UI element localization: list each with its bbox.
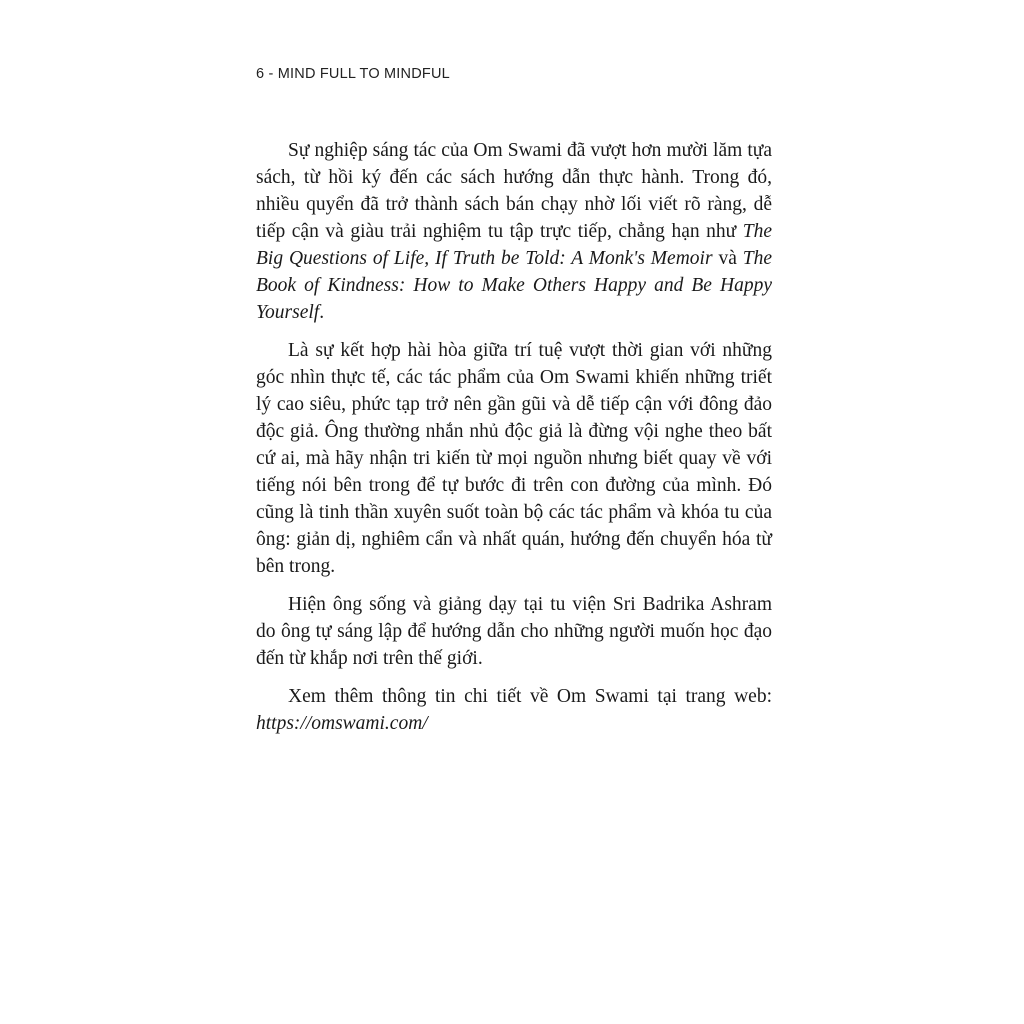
paragraph-1-text-a: Sự nghiệp sáng tác của Om Swami đã vượt hơn mười lăm tựa sách, từ hồi ký đến các sách hướng dẫn thực hành. Trong đó, nhiều quyển đã trở thành sách bán chạy nhờ lối viết rõ ràng, dễ tiếp cận và giàu trải nghiệm tu tập trực tiếp, chẳng hạn như xyxy=(256,140,772,242)
paragraph-3: Hiện ông sống và giảng dạy tại tu viện Sri Badrika Ashram do ông tự sáng lập để hướng dẫn cho những người muốn học đạo đến từ khắp nơi trên thế giới. xyxy=(256,594,772,669)
website-link[interactable]: https://omswami.com/ xyxy=(256,713,428,734)
paragraph-1 xyxy=(256,137,772,326)
page-number: 6 xyxy=(256,66,265,82)
book-title-2: The Book of Kindness: How to Make Others Happy and Be Happy Yourself xyxy=(256,248,773,323)
paragraph-1-text-c: . xyxy=(319,302,325,323)
running-title: MIND FULL TO MINDFUL xyxy=(277,66,450,82)
paragraph-1-text-b: và xyxy=(712,248,743,269)
running-header xyxy=(256,66,450,82)
paragraph-4-text: Xem thêm thông tin chi tiết về Om Swami tại trang web: xyxy=(288,686,772,707)
paragraph-2: Là sự kết hợp hài hòa giữa trí tuệ vượt thời gian với những góc nhìn thực tế, các tác phẩm của Om Swami khiến những triết lý cao siêu, phức tạp trở nên gần gũi và dễ tiếp cận với đông đảo độc giả. Ông thường nhắn nhủ độc giả là đừng vội nghe theo bất cứ ai, mà hãy nhận tri kiến từ mọi nguồn nhưng biết quay về với tiếng nói bên trong để tự bước đi trên con đường của mình. Đó cũng là tinh thần xuyên suốt toàn bộ các tác phẩm và khóa tu của ông: giản dị, nghiêm cẩn và nhất quán, hướng đến chuyển hóa từ bên trong. xyxy=(256,340,772,577)
book-title-1: The Big Questions of Life, If Truth be Told: A Monk's Memoir xyxy=(256,221,772,269)
body-text xyxy=(256,137,772,748)
paragraph-4 xyxy=(256,683,772,737)
header-separator: - xyxy=(264,66,278,82)
